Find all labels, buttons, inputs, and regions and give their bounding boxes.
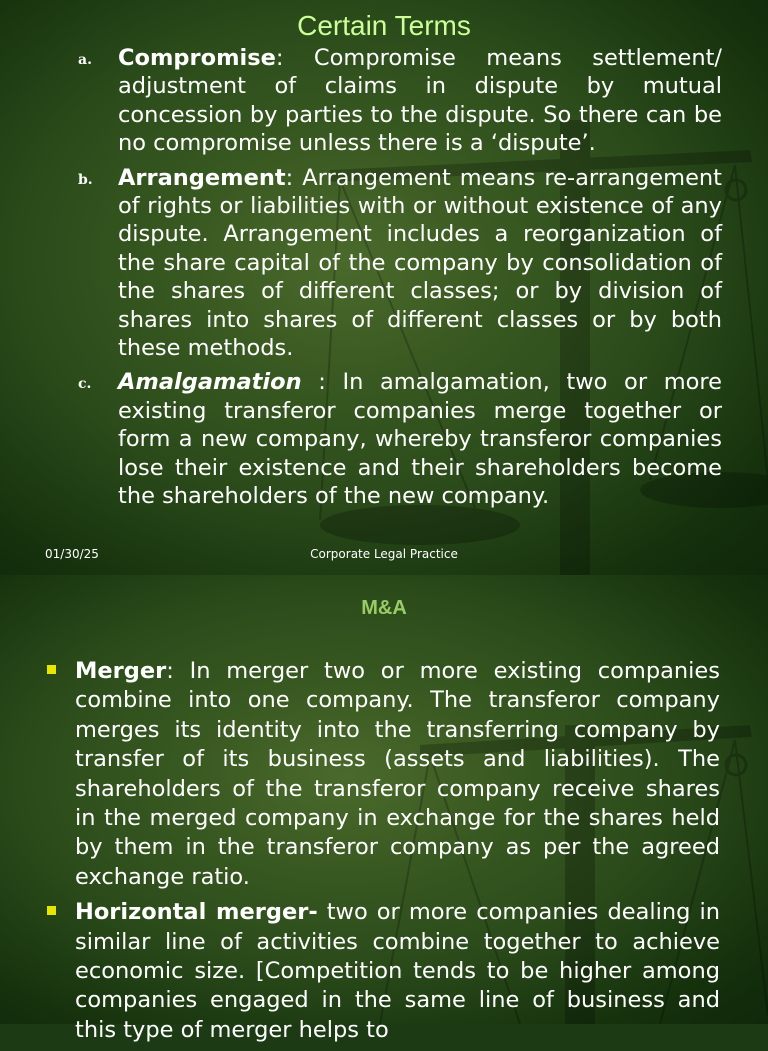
term-definition: Compromise means settlement/ adjustment of claims in dispute by mutual concession by parties to the dispute. So there can be no compromise unless there is a ‘dispute’. <box>118 45 722 157</box>
bullet-term: Merger <box>75 658 167 684</box>
term-name: Compromise <box>118 45 276 71</box>
bullet-square-icon <box>47 906 56 915</box>
slide-title: M&A <box>361 597 407 619</box>
list-marker: a. <box>78 52 92 68</box>
bullet-square-icon <box>47 665 56 674</box>
bullet-text: two or more companies dealing in similar line of activities combine together to achieve economic size. [Competition tends to be higher among companies engaged in the same line of business and this type of merger helps to <box>75 899 720 1043</box>
list-marker: b. <box>78 171 93 188</box>
bullet-merger: Merger: In merger two or more existing companies combine into one company. The transferor company merges its identity into the transferring company by transfer of its business (assets and liabilities). The shareholders of the transferor company receive shares in the merged company in exchange for the shares held by them in the transferor company as per the agreed exchange ratio. <box>75 657 720 892</box>
slide-m-and-a <box>0 575 768 1043</box>
bullet-list <box>0 657 768 1051</box>
bullet-horizontal-merger <box>75 898 720 1045</box>
term-name: Arrangement <box>118 164 286 191</box>
footer-title: Corporate Legal Practice <box>310 547 458 561</box>
term-arrangement: b. Arrangement: Arrangement means re-arrangement of rights or liabilities with or without existence of any dispute. Arrangement includes a reorganization of the share capital of the company by consolidation of the shares of different classes; or by division of shares into shares of different classes or by both these methods. <box>78 164 722 362</box>
bullet-term: Horizontal merger- <box>75 899 318 926</box>
term-name: Amalgamation <box>118 369 302 396</box>
footer-date: 01/30/25 <box>45 547 99 561</box>
term-definition: Arrangement means re-arrangement of rights or liabilities with or without existence of any dispute. Arrangement includes a reorganization of the share capital of the company by consolidation of the shares of different classes; or by division of shares into shares of different classes or by both these methods. <box>118 164 722 362</box>
list-marker: c. <box>78 376 92 393</box>
term-definition: In amalgamation, two or more existing transferor companies merge together or form a new company, whereby transferor companies lose their existence and their shareholders become the shareholders of the new company. <box>118 369 722 510</box>
term-compromise: a. Compromise: Compromise means settlement/ adjustment of claims in dispute by mutual concession by parties to the dispute. So there can be no compromise unless there is a ‘dispute’. <box>78 45 722 157</box>
term-amalgamation: c. Amalgamation : In amalgamation, two or more existing transferor companies merge together or form a new company, whereby transferor companies lose their existence and their shareholders become the shareholders of the new company. <box>78 369 722 510</box>
slide-title: Certain Terms <box>297 10 471 41</box>
terms-list <box>0 44 768 517</box>
bullet-text: In merger two or more existing companies combine into one company. The transferor company merges its identity into the transferring company by transfer of its business (assets and liabilities). The shareholders of the transferor company receive shares in the merged company in exchange for the shares held by them in the transferor company as per the agreed exchange ratio. <box>75 658 720 890</box>
